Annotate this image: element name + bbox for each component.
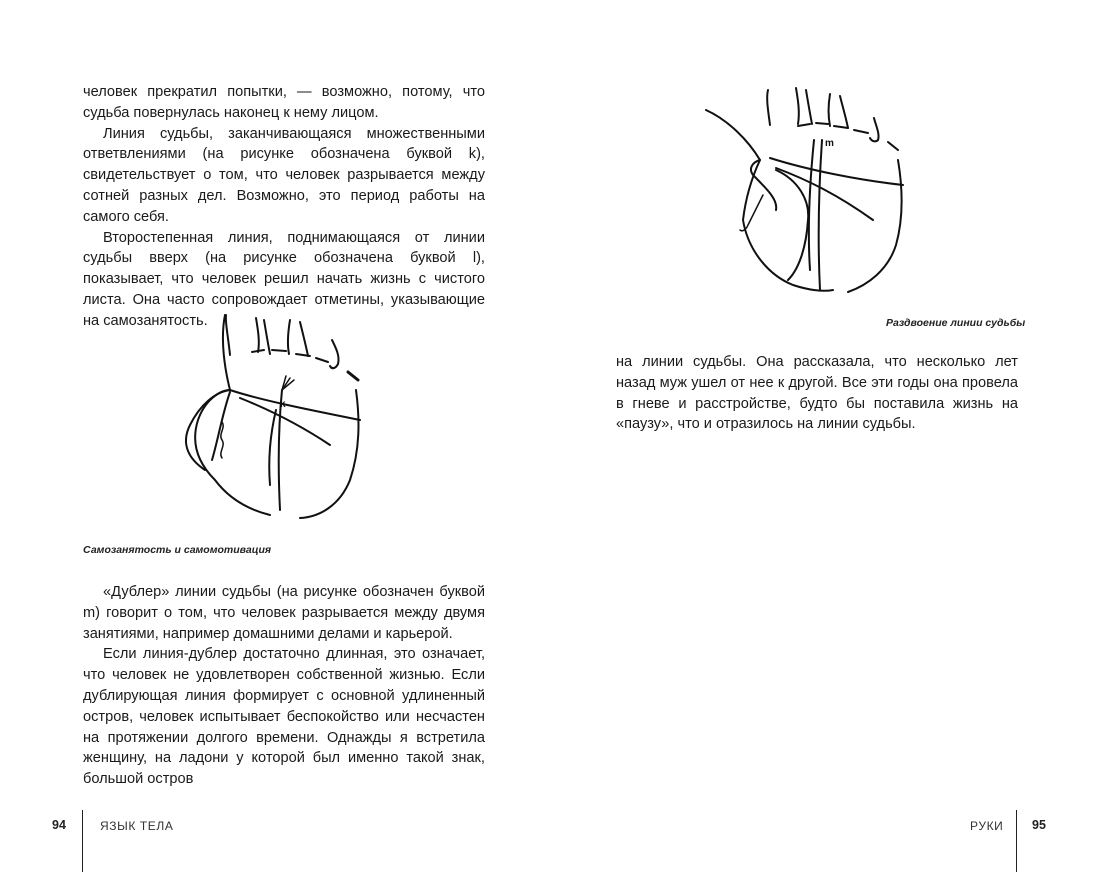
finger-crease xyxy=(798,124,810,126)
paragraph: Линия судьбы, заканчивающаяся множественными ответвлениями (на рисунке обозначена буквой k), свидетельствует о том, что человек разрывается между сотней разных дел. Возможно, это период работы на самого себя. xyxy=(83,125,485,225)
running-header: ЯЗЫК ТЕЛА xyxy=(100,819,174,833)
footer-divider xyxy=(82,810,83,872)
fate-line xyxy=(819,140,822,290)
finger-outline xyxy=(806,90,812,124)
thumb-outline xyxy=(751,160,776,210)
footer-divider xyxy=(1016,810,1017,872)
finger-crease xyxy=(854,130,868,133)
finger-outline xyxy=(264,320,270,354)
life-line xyxy=(776,170,808,280)
paragraph: Если линия-дублер достаточно длинная, это означает, что человек не удовлетворен собственной жизнью. Если дублирующая линия формирует с основной удлиненный остров, человек испытывает беспокойство или несчастен на протяжении долгого времени. Однажды я встретила женщину, на ладони у которой был именно такой знак, большой остров xyxy=(83,646,485,788)
figure-caption: Самозанятость и самомотивация xyxy=(83,544,272,556)
finger-outline xyxy=(796,88,799,124)
finger-outline xyxy=(767,90,770,125)
finger-crease xyxy=(834,126,848,128)
page-number: 94 xyxy=(52,818,66,832)
paragraph: Второстепенная линия, поднимающаяся от линии судьбы вверх (на рисунке обозначена буквой l), показывает, что человек решил начать жизнь с чистого листа. Она часто сопровождает отметины, указывающие на самозанятость. xyxy=(83,229,485,329)
finger-crease xyxy=(348,372,358,380)
palm-illustration-self-employment xyxy=(160,310,380,525)
finger-crease xyxy=(888,142,898,150)
finger-crease xyxy=(272,350,286,351)
finger-outline xyxy=(300,322,308,356)
label-k: k xyxy=(280,399,286,410)
palm-outline xyxy=(706,110,833,291)
finger-crease xyxy=(252,350,264,352)
thumb-outline xyxy=(186,390,230,470)
heart-line xyxy=(770,158,903,185)
page-number: 95 xyxy=(1032,818,1046,832)
palm-outline xyxy=(848,160,902,292)
finger-outline xyxy=(288,320,290,354)
finger-outline xyxy=(330,340,339,368)
finger-outline xyxy=(840,96,848,128)
right-page xyxy=(550,0,1100,873)
head-line xyxy=(776,168,873,220)
left-text-bottom xyxy=(83,582,485,790)
running-header: РУКИ xyxy=(970,819,1004,833)
finger-outline xyxy=(226,315,230,355)
finger-outline xyxy=(256,318,259,352)
figure-caption: Раздвоение линии судьбы xyxy=(886,317,1026,329)
heart-line xyxy=(230,390,360,420)
finger-crease xyxy=(316,358,328,362)
fate-doubler-line xyxy=(809,140,814,270)
left-text-top xyxy=(83,82,485,332)
secondary-line xyxy=(269,410,276,485)
finger-outline xyxy=(870,118,879,141)
paragraph: человек прекратил попытки, — возможно, потому, что судьба повернулась наконец к нему лицом. xyxy=(83,84,485,121)
finger-outline xyxy=(829,94,831,126)
label-l: l xyxy=(278,424,281,435)
finger-crease xyxy=(816,123,828,124)
paragraph: «Дублер» линии судьбы (на рисунке обозначен буквой m) говорит о том, что человек разрывается между двумя занятиями, например домашними делами и карьерой. xyxy=(83,584,485,642)
label-m: m xyxy=(825,138,834,149)
paragraph: на линии судьбы. Она рассказала, что несколько лет назад муж ушел от нее к другой. Все эти годы она провела в гневе и расстройстве, будто бы поставила жизнь на «паузу», что и отразилось на линии судьбы. xyxy=(616,354,1018,433)
right-text xyxy=(616,352,1018,435)
palm-illustration-fate-split xyxy=(698,80,928,300)
